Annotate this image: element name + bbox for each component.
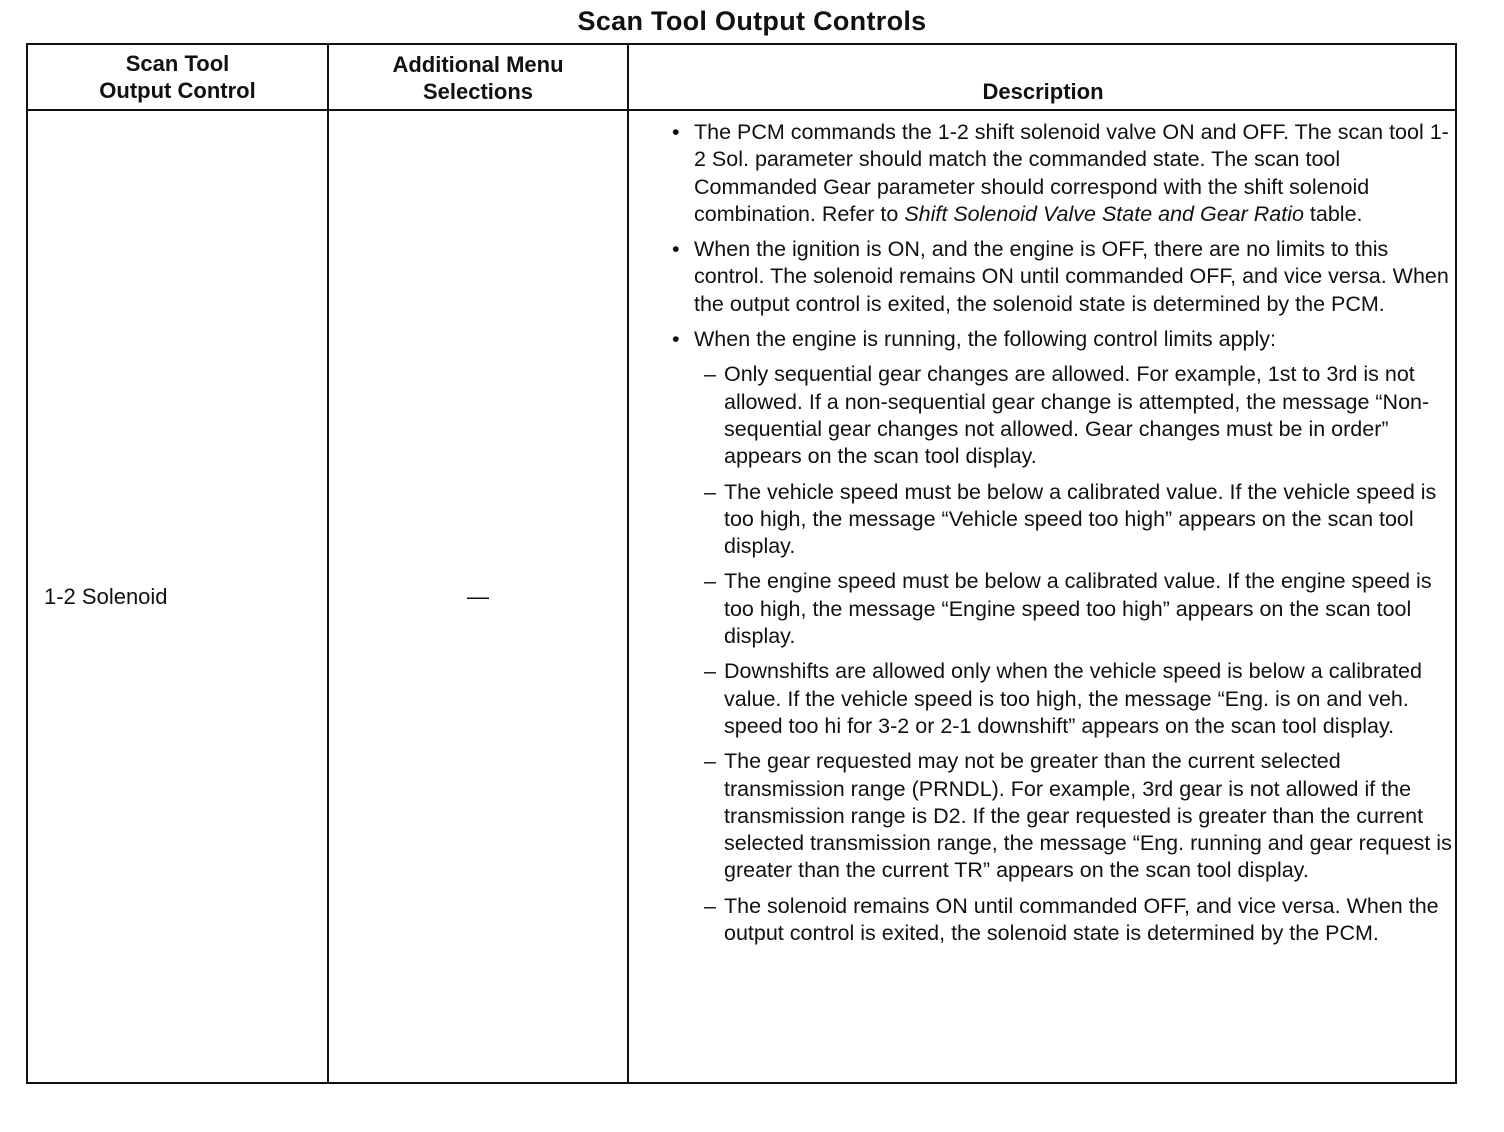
- header-menu-selections-line1: Additional Menu: [392, 52, 564, 77]
- column-divider: [627, 45, 629, 1082]
- header-output-control-line1: Scan Tool: [125, 51, 230, 76]
- dash-icon: –: [704, 569, 716, 594]
- dash-icon: –: [704, 362, 716, 387]
- header-divider: [28, 109, 1455, 111]
- sub-list-item: [668, 361, 1458, 470]
- page-title: Scan Tool Output Controls: [577, 6, 927, 36]
- list-item: [668, 236, 1458, 318]
- dash-icon: –: [704, 659, 716, 684]
- header-output-control: [28, 50, 327, 104]
- menu-selection-cell: —: [467, 584, 489, 609]
- sub-item-text: The gear requested may not be greater than the current selected transmission range (PRNDL). For example, 3rd gear is not allowed if the transmission range is D2. If the gear requested is greater than the current selected transmission range, the message “Eng. running and gear request is greater than the current TR” appears on the scan tool display.: [724, 749, 1452, 883]
- list-item: [668, 326, 1458, 353]
- bullet-text: When the engine is running, the following control limits apply:: [694, 327, 1277, 352]
- output-controls-table: [26, 43, 1457, 1084]
- header-description: Description: [982, 79, 1104, 104]
- list-item: [668, 119, 1458, 228]
- dash-icon: –: [704, 893, 716, 918]
- bullet-text: When the ignition is ON, and the engine is OFF, there are no limits to this control. The solenoid remains ON until commanded OFF, and vice versa. When the output control is exited, the solenoid state is determined by the PCM.: [694, 237, 1449, 316]
- bullet-text: The PCM commands the 1-2 shift solenoid valve ON and OFF. The scan tool 1-2 Sol. parameter should match the commanded state. The scan tool Commanded Gear parameter should correspond with the shift solenoid combination. Refer to: [694, 120, 1449, 226]
- table-reference: Shift Solenoid Valve State and Gear Ratio: [904, 201, 1304, 226]
- bullet-icon: •: [672, 237, 680, 262]
- bullet-icon: •: [672, 327, 680, 352]
- sub-item-text: Only sequential gear changes are allowed. For example, 1st to 3rd is not allowed. If a non-sequential gear change is attempted, the message “Non-sequential gear changes not allowed. Gear changes must be in order” appears on the scan tool display.: [724, 362, 1430, 469]
- header-output-control-line2: Output Control: [99, 78, 256, 103]
- sub-list-item: [668, 748, 1458, 884]
- header-menu-selections: [329, 51, 627, 105]
- output-control-cell: 1-2 Solenoid: [44, 584, 168, 609]
- dash-icon: –: [704, 479, 716, 504]
- sub-item-text: Downshifts are allowed only when the vehicle speed is below a calibrated value. If the vehicle speed is too high, the message “Eng. is on and veh. speed too hi for 3-2 or 2-1 downshift” appears on the scan tool display.: [724, 659, 1422, 738]
- sub-item-text: The vehicle speed must be below a calibrated value. If the vehicle speed is too high, the message “Vehicle speed too high” appears on the scan tool display.: [724, 479, 1437, 559]
- sub-list-item: [668, 893, 1458, 948]
- sub-item-text: The solenoid remains ON until commanded OFF, and vice versa. When the output control is exited, the solenoid state is determined by the PCM.: [724, 893, 1439, 946]
- dash-icon: –: [704, 749, 716, 774]
- bullet-text-end: table.: [1303, 201, 1363, 226]
- column-divider: [327, 45, 329, 1082]
- sub-item-text: The engine speed must be below a calibrated value. If the engine speed is too high, the message “Engine speed too high” appears on the scan tool display.: [724, 569, 1432, 649]
- sub-list-item: [668, 479, 1458, 561]
- bullet-icon: •: [672, 120, 680, 144]
- sub-list-item: [668, 658, 1458, 740]
- header-menu-selections-line2: Selections: [422, 79, 534, 104]
- description-cell: [668, 119, 1458, 955]
- sub-list-item: [668, 568, 1458, 650]
